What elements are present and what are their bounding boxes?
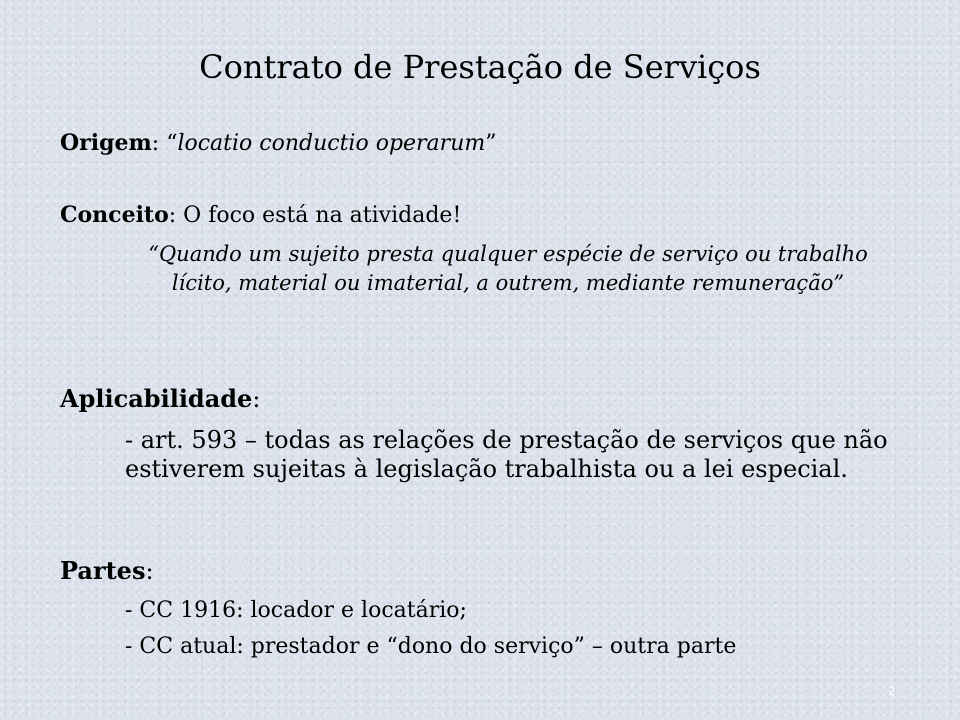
conceito-text: : O foco está na atividade! xyxy=(168,203,462,228)
partes-item-2: - CC atual: prestador e “dono do serviço” – outra parte xyxy=(125,634,737,659)
slide-title: Contrato de Prestação de Serviços xyxy=(199,48,761,86)
origem-line xyxy=(60,130,496,156)
partes-label: Partes xyxy=(60,556,146,585)
aplicabilidade-separator: : xyxy=(252,385,261,413)
aplicabilidade-text: - art. 593 – todas as relações de prestação de serviços que não estiverem sujeitas à legislação trabalhista ou a lei especial. xyxy=(125,426,888,483)
origem-text: locatio conductio operarum xyxy=(177,131,486,156)
origem-open-quote: “ xyxy=(166,131,178,156)
conceito-label: Conceito xyxy=(60,202,169,228)
origem-separator: : xyxy=(151,131,167,156)
conceito-quote: “Quando um sujeito presta qualquer espécie de serviço ou trabalho lícito, material ou imaterial, a outrem, mediante remuneração” xyxy=(148,242,868,295)
aplicabilidade-label: Aplicabilidade xyxy=(60,384,253,413)
partes-line xyxy=(60,556,154,585)
aplicabilidade-line xyxy=(60,384,260,413)
page-number: 2 xyxy=(888,684,896,698)
origem-label: Origem xyxy=(60,130,152,156)
conceito-line xyxy=(60,202,461,228)
partes-separator: : xyxy=(145,557,154,585)
partes-item-1: - CC 1916: locador e locatário; xyxy=(125,598,467,623)
origem-close-quote: ” xyxy=(485,131,497,156)
